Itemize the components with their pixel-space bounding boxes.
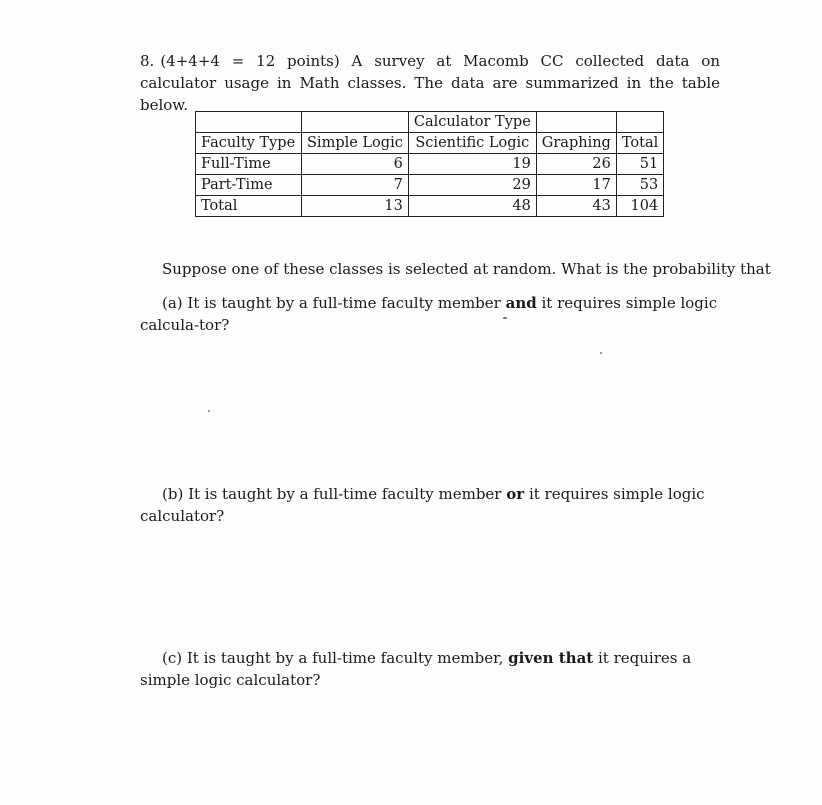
table-header-row bbox=[196, 133, 664, 154]
table-cell: 17 bbox=[536, 175, 616, 196]
question-c-prefix: (c) It is taught by a full-time faculty member, bbox=[162, 649, 509, 667]
col-header-total: Total bbox=[616, 133, 663, 154]
question-b-keyword: or bbox=[506, 485, 525, 503]
table-cell: 26 bbox=[536, 154, 616, 175]
question-part-a bbox=[140, 292, 720, 336]
row-label: Part-Time bbox=[196, 175, 302, 196]
scan-speck bbox=[208, 410, 210, 412]
problem-header-text: (4+4+4 = 12 points) A survey at Macomb CC collected data on calculator usage in Math classes. The data are summarized in the table below. bbox=[140, 52, 720, 114]
scan-speck bbox=[600, 352, 602, 354]
table-cell: 7 bbox=[302, 175, 409, 196]
table-cell: 29 bbox=[408, 175, 536, 196]
problem-number: 8. bbox=[140, 52, 155, 70]
question-a-suffix: it requires simple logic calcula-tor? bbox=[140, 294, 718, 334]
question-b-suffix: it requires simple logic calculator? bbox=[140, 485, 705, 525]
table-cell: 53 bbox=[616, 175, 663, 196]
question-c-keyword: given that bbox=[508, 649, 594, 667]
table-cell: 48 bbox=[408, 196, 536, 217]
table-cell: 43 bbox=[536, 196, 616, 217]
table-cell: 51 bbox=[616, 154, 663, 175]
col-header-graphing: Graphing bbox=[536, 133, 616, 154]
problem-statement bbox=[140, 50, 720, 116]
table-cell: 6 bbox=[302, 154, 409, 175]
question-a-keyword: and bbox=[505, 294, 537, 312]
col-header-faculty-type: Faculty Type bbox=[196, 133, 302, 154]
question-c-suffix: it requires a simple logic calculator? bbox=[140, 649, 692, 689]
table-row bbox=[196, 175, 664, 196]
scan-speck bbox=[503, 317, 507, 319]
table-cell: 13 bbox=[302, 196, 409, 217]
calculator-usage-table bbox=[195, 111, 664, 217]
col-header-simple-logic: Simple Logic bbox=[302, 133, 409, 154]
question-part-b bbox=[140, 483, 720, 527]
question-b-prefix: (b) It is taught by a full-time faculty member bbox=[162, 485, 507, 503]
table-cell: 19 bbox=[408, 154, 536, 175]
question-part-c bbox=[140, 647, 720, 691]
table-empty-cell bbox=[196, 112, 302, 133]
row-label: Full-Time bbox=[196, 154, 302, 175]
table-group-header-row bbox=[196, 112, 664, 133]
table-cell: 104 bbox=[616, 196, 663, 217]
col-header-scientific-logic: Scientific Logic bbox=[408, 133, 536, 154]
table-row bbox=[196, 154, 664, 175]
table-row bbox=[196, 196, 664, 217]
table-empty-cell bbox=[536, 112, 616, 133]
calculator-type-header: Calculator Type bbox=[408, 112, 536, 133]
question-intro: Suppose one of these classes is selected at random. What is the probability that bbox=[162, 260, 771, 278]
table-empty-cell bbox=[616, 112, 663, 133]
table-empty-cell bbox=[302, 112, 409, 133]
question-a-prefix: (a) It is taught by a full-time faculty member bbox=[162, 294, 506, 312]
row-label: Total bbox=[196, 196, 302, 217]
